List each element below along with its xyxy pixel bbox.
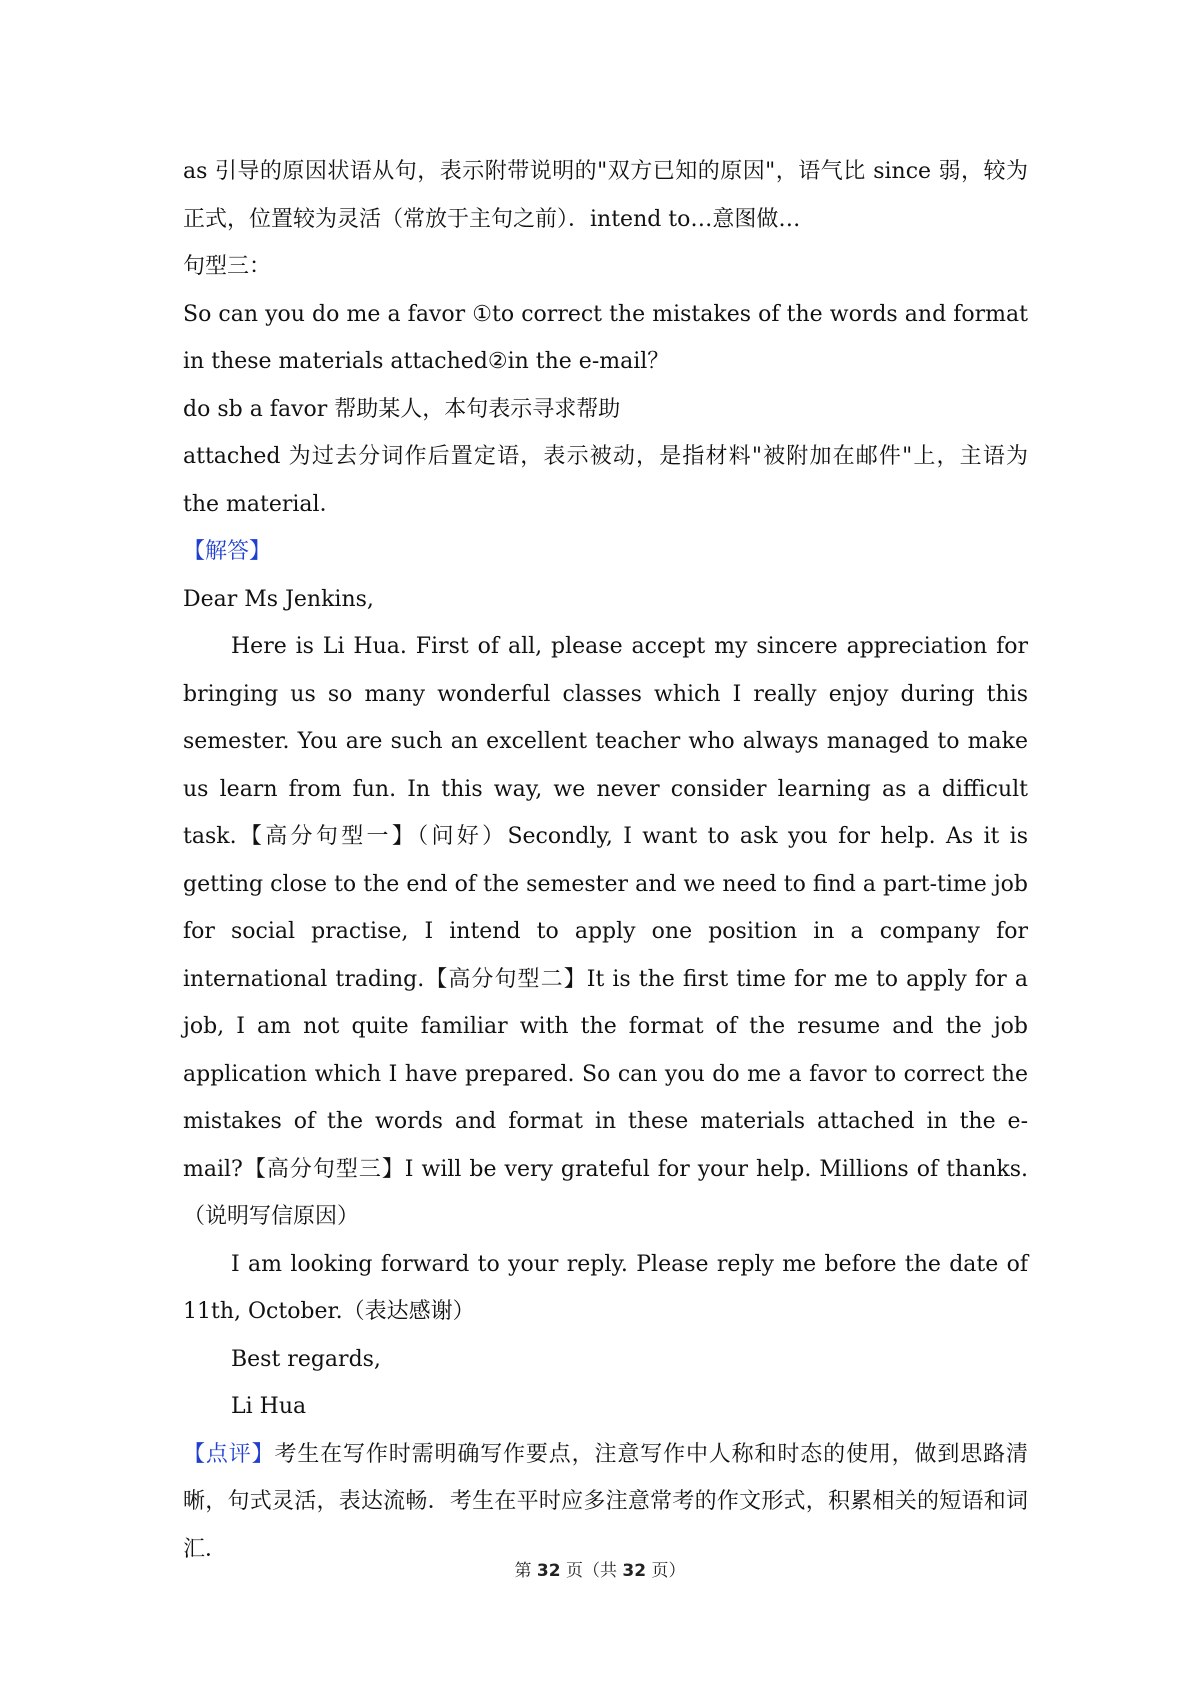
page-footer <box>0 1556 1200 1581</box>
comment-label: 【点评】 <box>183 1441 275 1467</box>
document-body <box>183 148 1028 1573</box>
note-do-sb-a-favor: do sb a favor 帮助某人，本句表示寻求帮助 <box>183 396 621 422</box>
letter-body-paragraph: Here is Li Hua. First of all, please accept my sincere appreciation for bringing us so many wonderful classes which I really enjoy during this semester. You are such an excellent teacher who always managed to make us learn from fun. In this way, we never consider learning as a difficult task.【高分句型一】（问好）Secondly, I want to ask you for help. As it is getting close to the end of the semester and we need to find a part-time job for social practise, I intend to apply one position in a company for international trading.【高分句型二】It is the first time for me to apply for a job, I am not quite familiar with the format of the resume and the job application which I have prepared. So can you do me a favor to correct the mistakes of the words and format in these materials attached in the e-mail?【高分句型三】I will be very grateful for your help. Millions of thanks.（说明写信原因） <box>183 634 1028 1229</box>
footer-total-pages: 32 <box>622 1561 647 1581</box>
footer-page-number: 32 <box>536 1561 561 1581</box>
note-attached: attached 为过去分词作后置定语，表示被动，是指材料"被附加在邮件"上，主语为 the material． <box>183 444 1028 517</box>
letter-greeting: Dear Ms Jenkins, <box>183 586 374 612</box>
letter-sign-off: Best regards, <box>231 1346 381 1372</box>
comment-paragraph <box>183 1431 1028 1574</box>
pattern-three-title: 句型三： <box>183 254 272 279</box>
letter-closing-paragraph: I am looking forward to your reply. Please reply me before the date of 11th, October.（表达感谢） <box>183 1251 1028 1324</box>
footer-prefix: 第 <box>514 1561 537 1581</box>
pattern-three-sentence: So can you do me a favor ①to correct the mistakes of the words and format in these materials attached②in the e-mail？ <box>183 301 1028 374</box>
letter-signature: Li Hua <box>231 1394 307 1419</box>
analysis-paragraph: as 引导的原因状语从句，表示附带说明的"双方已知的原因"，语气比 since 弱，较为正式，位置较为灵活（常放于主句之前）．intend to…意图做… <box>183 159 1028 232</box>
footer-middle: 页（共 <box>560 1561 623 1581</box>
footer-suffix: 页） <box>646 1561 686 1581</box>
comment-text: 考生在写作时需明确写作要点，注意写作中人称和时态的使用，做到思路清晰，句式灵活，表达流畅．考生在平时应多注意常考的作文形式，积累相关的短语和词汇． <box>183 1441 1028 1562</box>
answer-label: 【解答】 <box>183 539 272 564</box>
